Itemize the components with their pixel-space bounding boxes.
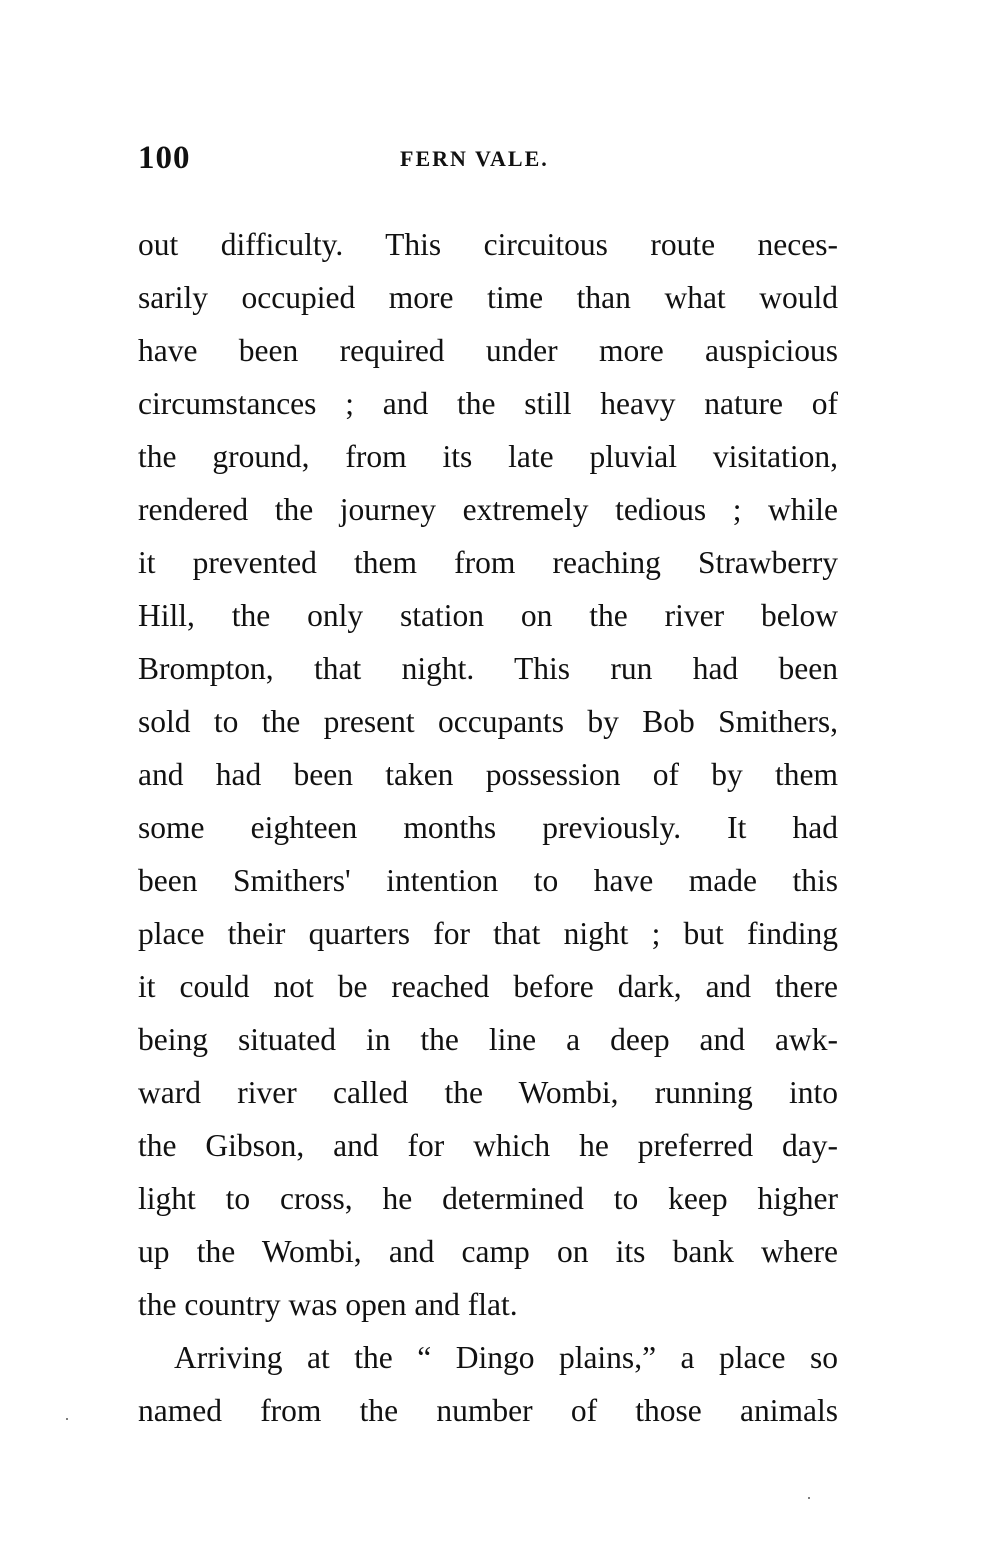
text-line: sold to the present occupants by Bob Smithers,	[138, 704, 838, 739]
text-line: some eighteen months previously. It had	[138, 810, 838, 845]
paragraph-1	[138, 218, 838, 1331]
text-line: been Smithers' intention to have made this	[138, 863, 838, 898]
text-line: the Gibson, and for which he preferred day-	[138, 1128, 838, 1163]
text-line: the country was open and flat.	[138, 1287, 518, 1322]
text-line: rendered the journey extremely tedious ; while	[138, 492, 838, 527]
scan-speck	[66, 1418, 68, 1420]
text-line: the ground, from its late pluvial visitation,	[138, 439, 838, 474]
text-line: out difficulty. This circuitous route neces-	[138, 227, 838, 262]
scan-speck	[808, 1497, 810, 1499]
text-line: have been required under more auspicious	[138, 333, 838, 368]
text-line: it could not be reached before dark, and there	[138, 969, 838, 1004]
text-line: sarily occupied more time than what would	[138, 280, 838, 315]
page-number: 100	[138, 140, 191, 176]
text-line: light to cross, he determined to keep higher	[138, 1181, 838, 1216]
paragraph-2	[138, 1331, 838, 1437]
text-line: up the Wombi, and camp on its bank where	[138, 1234, 838, 1269]
text-line: ward river called the Wombi, running into	[138, 1075, 838, 1110]
text-line: Hill, the only station on the river below	[138, 598, 838, 633]
text-line: Arriving at the “ Dingo plains,” a place so	[174, 1340, 838, 1375]
running-title: FERN VALE.	[400, 146, 549, 171]
text-line: it prevented them from reaching Strawberry	[138, 545, 838, 580]
body-text	[138, 218, 838, 1437]
text-line: named from the number of those animals	[138, 1393, 838, 1428]
text-line: place their quarters for that night ; but finding	[138, 916, 838, 951]
text-line: Brompton, that night. This run had been	[138, 651, 838, 686]
text-line: circumstances ; and the still heavy nature of	[138, 386, 838, 421]
text-line: being situated in the line a deep and awk-	[138, 1022, 838, 1057]
text-line: and had been taken possession of by them	[138, 757, 838, 792]
running-head	[138, 140, 838, 180]
